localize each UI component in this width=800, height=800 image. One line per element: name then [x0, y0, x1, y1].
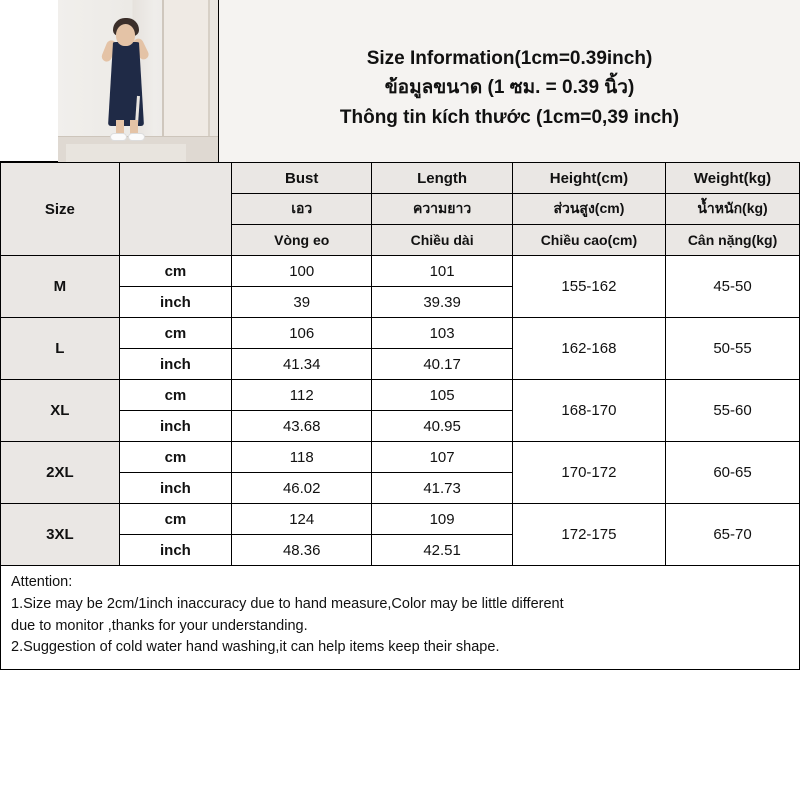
- cell-weight-xl: 55-60: [666, 380, 800, 442]
- header-height-en: Height(cm): [512, 163, 665, 194]
- header: [0, 0, 800, 162]
- row-size-2xl: 2XL: [1, 442, 120, 504]
- cell-length-inch-m: 39.39: [372, 287, 512, 318]
- cell-bust-inch-3xl: 48.36: [232, 535, 372, 566]
- attention-block: [0, 566, 800, 670]
- cell-length-cm-xl: 105: [372, 380, 512, 411]
- header-length-vi: Chiều dài: [372, 225, 512, 256]
- cell-bust-cm-m: 100: [232, 256, 372, 287]
- unit-inch: inch: [119, 349, 231, 380]
- unit-cm: cm: [119, 504, 231, 535]
- header-length-en: Length: [372, 163, 512, 194]
- unit-cm: cm: [119, 318, 231, 349]
- header-weight-en: Weight(kg): [666, 163, 800, 194]
- unit-cm: cm: [119, 442, 231, 473]
- cell-bust-inch-l: 41.34: [232, 349, 372, 380]
- cell-weight-3xl: 65-70: [666, 504, 800, 566]
- table-row: [1, 442, 800, 473]
- photo-door: [162, 0, 210, 140]
- header-length-th: ความยาว: [372, 194, 512, 225]
- table-row: [1, 318, 800, 349]
- title-line-th: ข้อมูลขนาด (1 ซม. = 0.39 นิ้ว): [384, 77, 635, 99]
- header-bust-th: เอว: [232, 194, 372, 225]
- cell-length-cm-2xl: 107: [372, 442, 512, 473]
- cell-length-cm-3xl: 109: [372, 504, 512, 535]
- header-bust-en: Bust: [232, 163, 372, 194]
- unit-cm: cm: [119, 380, 231, 411]
- table-header-row-en: [1, 163, 800, 194]
- photo-rug: [66, 144, 186, 162]
- unit-inch: inch: [119, 411, 231, 442]
- model-head: [116, 24, 135, 46]
- cell-length-cm-m: 101: [372, 256, 512, 287]
- attention-line-1: 1.Size may be 2cm/1inch inaccuracy due to hand measure,Color may be little different: [11, 595, 564, 612]
- size-table: [0, 162, 800, 566]
- cell-height-xl: 168-170: [512, 380, 665, 442]
- title-line-vi: Thông tin kích thước (1cm=0,39 inch): [339, 106, 680, 128]
- cell-length-inch-3xl: 42.51: [372, 535, 512, 566]
- model-right-shoe: [128, 133, 145, 141]
- footer-space: [0, 670, 800, 716]
- cell-length-inch-l: 40.17: [372, 349, 512, 380]
- header-bust-vi: Vòng eo: [232, 225, 372, 256]
- cell-bust-inch-2xl: 46.02: [232, 473, 372, 504]
- cell-length-inch-xl: 40.95: [372, 411, 512, 442]
- row-size-l: L: [1, 318, 120, 380]
- attention-line-3: 2.Suggestion of cold water hand washing,it can help items keep their shape.: [11, 639, 500, 656]
- title-line-en: Size Information(1cm=0.39inch): [366, 47, 653, 69]
- table-row: [1, 504, 800, 535]
- cell-bust-cm-2xl: 118: [232, 442, 372, 473]
- table-row: [1, 256, 800, 287]
- size-column-header: Size: [1, 163, 120, 256]
- cell-height-3xl: 172-175: [512, 504, 665, 566]
- unit-inch: inch: [119, 287, 231, 318]
- header-height-th: ส่วนสูง(cm): [512, 194, 665, 225]
- unit-cm: cm: [119, 256, 231, 287]
- unit-inch: inch: [119, 535, 231, 566]
- cell-length-cm-l: 103: [372, 318, 512, 349]
- cell-bust-inch-xl: 43.68: [232, 411, 372, 442]
- row-size-3xl: 3XL: [1, 504, 120, 566]
- cell-bust-cm-3xl: 124: [232, 504, 372, 535]
- cell-bust-inch-m: 39: [232, 287, 372, 318]
- cell-bust-cm-xl: 112: [232, 380, 372, 411]
- table-row: [1, 380, 800, 411]
- header-weight-th: น้ำหนัก(kg): [666, 194, 800, 225]
- model-left-shoe: [110, 133, 127, 141]
- title-block: [218, 0, 800, 162]
- unit-column-header: [119, 163, 231, 256]
- cell-length-inch-2xl: 41.73: [372, 473, 512, 504]
- header-height-vi: Chiều cao(cm): [512, 225, 665, 256]
- row-size-xl: XL: [1, 380, 120, 442]
- cell-height-l: 162-168: [512, 318, 665, 380]
- cell-weight-l: 50-55: [666, 318, 800, 380]
- cell-weight-m: 45-50: [666, 256, 800, 318]
- unit-inch: inch: [119, 473, 231, 504]
- attention-line-2: due to monitor ,thanks for your understanding.: [11, 617, 308, 634]
- product-photo: [58, 0, 218, 162]
- cell-height-m: 155-162: [512, 256, 665, 318]
- header-weight-vi: Cân nặng(kg): [666, 225, 800, 256]
- row-size-m: M: [1, 256, 120, 318]
- cell-weight-2xl: 60-65: [666, 442, 800, 504]
- attention-title: Attention:: [11, 574, 73, 590]
- cell-bust-cm-l: 106: [232, 318, 372, 349]
- cell-height-2xl: 170-172: [512, 442, 665, 504]
